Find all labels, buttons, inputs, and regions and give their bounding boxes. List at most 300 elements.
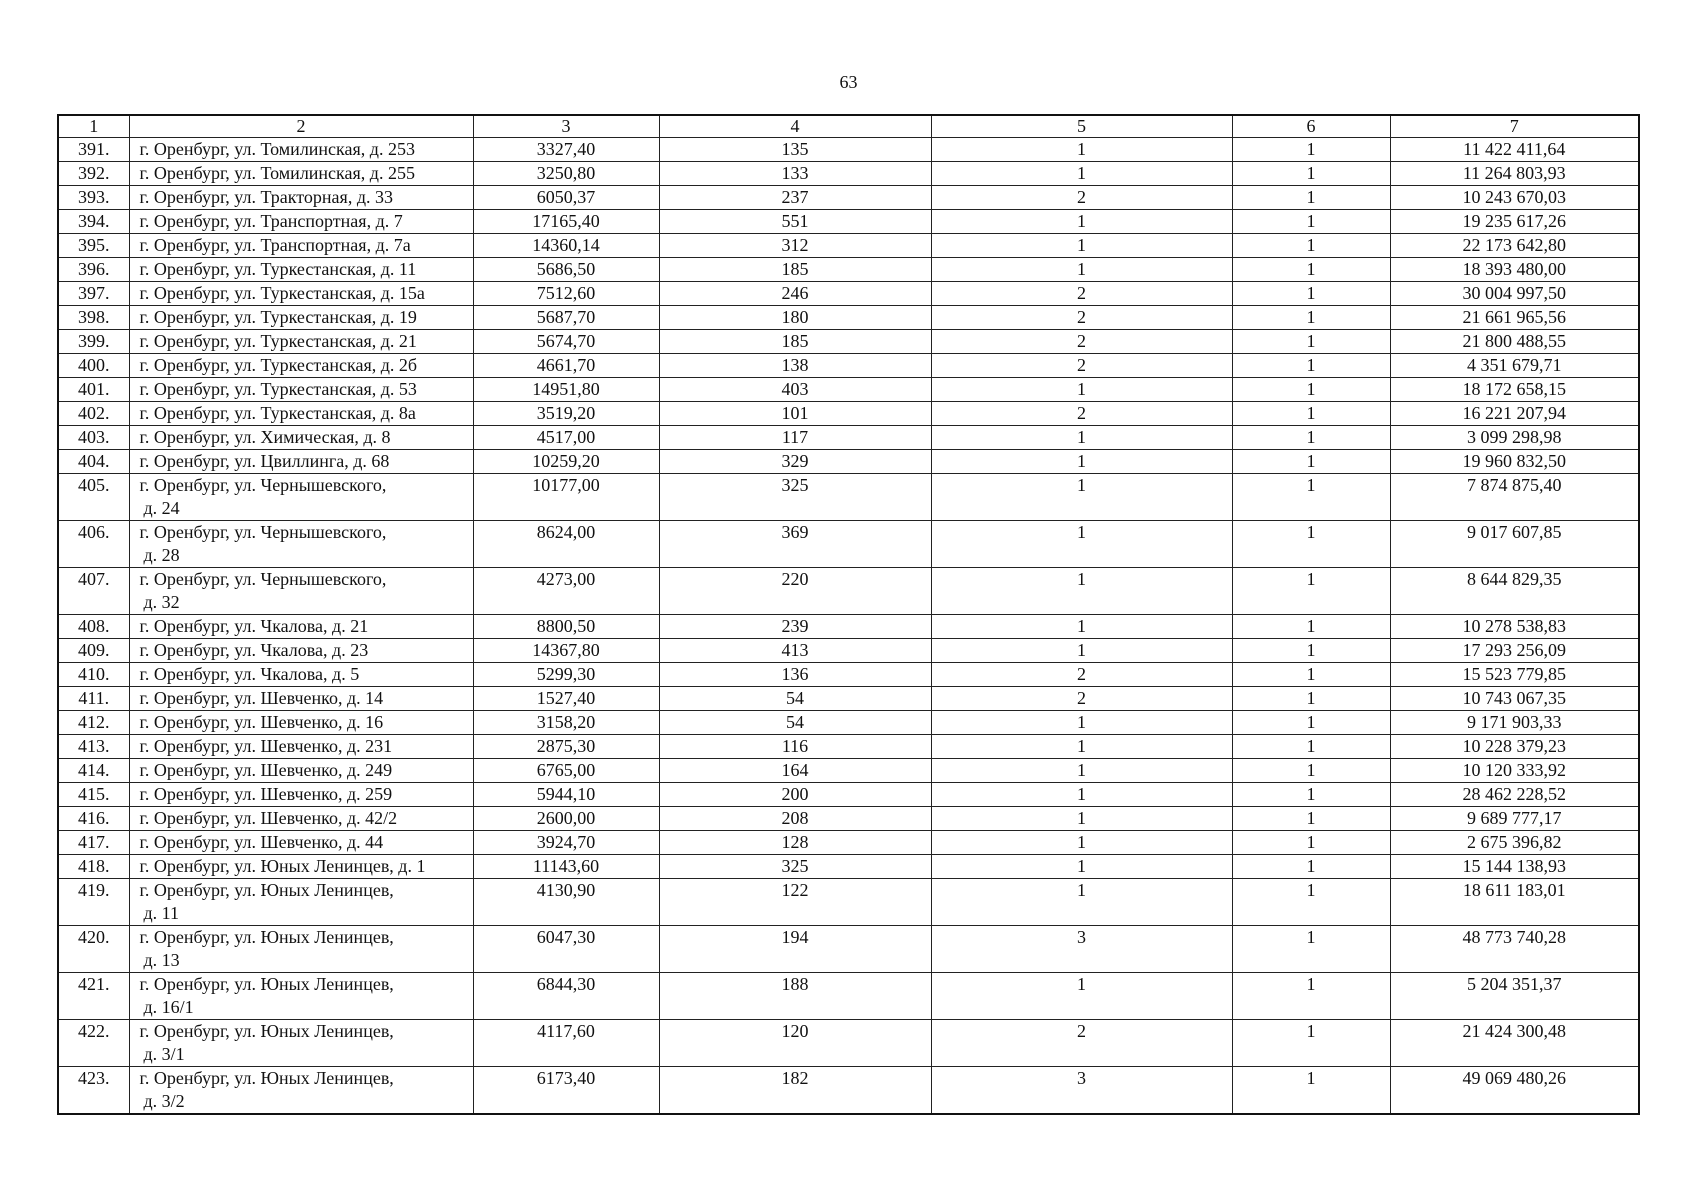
column-6-cell: 1 [1232,521,1390,568]
cost-cell: 18 393 480,00 [1390,258,1639,282]
address-cell [129,855,473,879]
column-6-cell: 1 [1232,711,1390,735]
table-body [58,138,1639,1115]
column-6-cell: 1 [1232,855,1390,879]
residents-cell: 182 [659,1067,931,1115]
table-row [58,807,1639,831]
column-5-cell: 1 [931,138,1232,162]
table-row [58,210,1639,234]
column-6-cell: 1 [1232,973,1390,1020]
residents-cell: 237 [659,186,931,210]
area-cell: 5299,30 [473,663,659,687]
address-cell [129,831,473,855]
area-cell: 6173,40 [473,1067,659,1115]
area-cell: 5944,10 [473,783,659,807]
address-cell [129,639,473,663]
table-row [58,783,1639,807]
area-cell: 11143,60 [473,855,659,879]
row-number-cell: 391. [58,138,129,162]
area-cell: 4117,60 [473,1020,659,1067]
column-6-cell: 1 [1232,210,1390,234]
address-line: г. Оренбург, ул. Шевченко, д. 231 [139,736,393,756]
column-5-cell: 2 [931,186,1232,210]
row-number-cell: 419. [58,879,129,926]
cost-cell: 22 173 642,80 [1390,234,1639,258]
residents-cell: 101 [659,402,931,426]
address-line: г. Оренбург, ул. Туркестанская, д. 19 [139,307,417,327]
address-cell [129,711,473,735]
table-row [58,521,1639,568]
address-cell [129,759,473,783]
cost-cell: 4 351 679,71 [1390,354,1639,378]
address-cell [129,378,473,402]
address-line-continued: д. 13 [143,950,180,970]
column-6-cell: 1 [1232,402,1390,426]
cost-cell: 9 171 903,33 [1390,711,1639,735]
column-5-cell: 1 [931,258,1232,282]
residents-cell: 239 [659,615,931,639]
address-line-continued: д. 32 [143,592,180,612]
address-cell [129,330,473,354]
address-line: г. Оренбург, ул. Туркестанская, д. 11 [139,259,417,279]
table-row [58,973,1639,1020]
residents-cell: 413 [659,639,931,663]
address-line: г. Оренбург, ул. Юных Ленинцев, [139,974,394,994]
header-cell: 4 [659,115,931,138]
row-number-cell: 402. [58,402,129,426]
cost-cell: 15 523 779,85 [1390,663,1639,687]
column-6-cell: 1 [1232,474,1390,521]
row-number-cell: 417. [58,831,129,855]
column-6-cell: 1 [1232,258,1390,282]
row-number-cell: 411. [58,687,129,711]
area-cell: 6765,00 [473,759,659,783]
row-number-cell: 403. [58,426,129,450]
address-line: г. Оренбург, ул. Туркестанская, д. 8а [139,403,416,423]
residents-cell: 180 [659,306,931,330]
table-row [58,234,1639,258]
table-row [58,186,1639,210]
cost-cell: 10 228 379,23 [1390,735,1639,759]
column-5-cell: 1 [931,474,1232,521]
area-cell: 1527,40 [473,687,659,711]
row-number-cell: 423. [58,1067,129,1115]
residents-cell: 325 [659,474,931,521]
address-cell [129,354,473,378]
header-row [58,115,1639,138]
address-line: г. Оренбург, ул. Юных Ленинцев, [139,1021,394,1041]
table-row [58,879,1639,926]
cost-cell: 8 644 829,35 [1390,568,1639,615]
column-5-cell: 1 [931,807,1232,831]
address-line: г. Оренбург, ул. Чернышевского, [139,522,387,542]
table-row [58,282,1639,306]
row-number-cell: 410. [58,663,129,687]
residents-cell: 208 [659,807,931,831]
row-number-cell: 415. [58,783,129,807]
cost-cell: 49 069 480,26 [1390,1067,1639,1115]
cost-cell: 19 960 832,50 [1390,450,1639,474]
address-cell [129,138,473,162]
row-number-cell: 422. [58,1020,129,1067]
address-line-continued: д. 11 [143,903,179,923]
column-6-cell: 1 [1232,1067,1390,1115]
area-cell: 17165,40 [473,210,659,234]
residents-cell: 185 [659,258,931,282]
table-row [58,926,1639,973]
column-6-cell: 1 [1232,879,1390,926]
address-cell [129,807,473,831]
address-line: г. Оренбург, ул. Туркестанская, д. 15а [139,283,425,303]
row-number-cell: 398. [58,306,129,330]
address-cell [129,1020,473,1067]
table-row [58,568,1639,615]
address-cell [129,162,473,186]
cost-cell: 10 278 538,83 [1390,615,1639,639]
address-cell [129,306,473,330]
address-cell [129,783,473,807]
row-number-cell: 399. [58,330,129,354]
column-6-cell: 1 [1232,138,1390,162]
table-row [58,711,1639,735]
address-line: г. Оренбург, ул. Химическая, д. 8 [139,427,391,447]
area-cell: 6050,37 [473,186,659,210]
cost-cell: 10 743 067,35 [1390,687,1639,711]
residents-cell: 200 [659,783,931,807]
residents-cell: 188 [659,973,931,1020]
area-cell: 6844,30 [473,973,659,1020]
column-6-cell: 1 [1232,1020,1390,1067]
header-cell: 3 [473,115,659,138]
column-6-cell: 1 [1232,282,1390,306]
area-cell: 2600,00 [473,807,659,831]
column-6-cell: 1 [1232,735,1390,759]
cost-cell: 9 689 777,17 [1390,807,1639,831]
cost-cell: 21 661 965,56 [1390,306,1639,330]
cost-cell: 11 264 803,93 [1390,162,1639,186]
page-number: 63 [839,72,858,92]
header-cell: 7 [1390,115,1639,138]
residents-cell: 551 [659,210,931,234]
residents-cell: 135 [659,138,931,162]
area-cell: 3519,20 [473,402,659,426]
cost-cell: 21 424 300,48 [1390,1020,1639,1067]
table-row [58,855,1639,879]
address-line: г. Оренбург, ул. Шевченко, д. 249 [139,760,393,780]
cost-cell: 21 800 488,55 [1390,330,1639,354]
header-cell: 1 [58,115,129,138]
column-6-cell: 1 [1232,687,1390,711]
column-5-cell: 3 [931,926,1232,973]
address-line: г. Оренбург, ул. Шевченко, д. 42/2 [139,808,398,828]
column-5-cell: 1 [931,639,1232,663]
address-cell [129,568,473,615]
column-5-cell: 1 [931,879,1232,926]
column-5-cell: 1 [931,711,1232,735]
address-cell [129,615,473,639]
cost-cell: 3 099 298,98 [1390,426,1639,450]
address-cell [129,474,473,521]
table-row [58,687,1639,711]
column-5-cell: 1 [931,426,1232,450]
table-row [58,663,1639,687]
row-number-cell: 416. [58,807,129,831]
column-5-cell: 1 [931,162,1232,186]
residents-cell: 403 [659,378,931,402]
area-cell: 3924,70 [473,831,659,855]
address-line: г. Оренбург, ул. Чернышевского, [139,569,387,589]
address-line-continued: д. 28 [143,545,180,565]
cost-cell: 5 204 351,37 [1390,973,1639,1020]
area-cell: 4130,90 [473,879,659,926]
column-6-cell: 1 [1232,162,1390,186]
column-6-cell: 1 [1232,783,1390,807]
table-row [58,735,1639,759]
area-cell: 5686,50 [473,258,659,282]
address-cell [129,735,473,759]
address-line-continued: д. 16/1 [143,997,194,1017]
residents-cell: 54 [659,687,931,711]
row-number-cell: 392. [58,162,129,186]
table-row [58,831,1639,855]
column-5-cell: 2 [931,306,1232,330]
address-cell [129,973,473,1020]
address-line: г. Оренбург, ул. Шевченко, д. 14 [139,688,384,708]
column-5-cell: 1 [931,521,1232,568]
address-line: г. Оренбург, ул. Юных Ленинцев, д. 1 [139,856,426,876]
column-6-cell: 1 [1232,450,1390,474]
address-line-continued: д. 24 [143,498,180,518]
address-cell [129,234,473,258]
residents-cell: 136 [659,663,931,687]
area-cell: 14367,80 [473,639,659,663]
address-cell [129,186,473,210]
table-row [58,615,1639,639]
address-line: г. Оренбург, ул. Туркестанская, д. 53 [139,379,417,399]
column-5-cell: 1 [931,759,1232,783]
address-line: г. Оренбург, ул. Чкалова, д. 5 [139,664,360,684]
address-line: г. Оренбург, ул. Шевченко, д. 16 [139,712,384,732]
cost-cell: 9 017 607,85 [1390,521,1639,568]
address-cell [129,1067,473,1115]
area-cell: 14360,14 [473,234,659,258]
address-line: г. Оренбург, ул. Томилинская, д. 255 [139,163,415,183]
column-5-cell: 1 [931,973,1232,1020]
column-6-cell: 1 [1232,807,1390,831]
column-6-cell: 1 [1232,639,1390,663]
area-cell: 4661,70 [473,354,659,378]
cost-cell: 18 172 658,15 [1390,378,1639,402]
column-6-cell: 1 [1232,354,1390,378]
table-row [58,306,1639,330]
table-row [58,450,1639,474]
table-row [58,759,1639,783]
table-row [58,402,1639,426]
row-number-cell: 395. [58,234,129,258]
area-cell: 5687,70 [473,306,659,330]
cost-cell: 15 144 138,93 [1390,855,1639,879]
address-line: г. Оренбург, ул. Шевченко, д. 259 [139,784,393,804]
address-cell [129,210,473,234]
address-cell [129,926,473,973]
column-6-cell: 1 [1232,234,1390,258]
residents-cell: 325 [659,855,931,879]
column-5-cell: 1 [931,831,1232,855]
address-line: г. Оренбург, ул. Чкалова, д. 21 [139,616,369,636]
row-number-cell: 413. [58,735,129,759]
column-5-cell: 1 [931,450,1232,474]
cost-cell: 11 422 411,64 [1390,138,1639,162]
column-6-cell: 1 [1232,926,1390,973]
residents-cell: 117 [659,426,931,450]
cost-cell: 48 773 740,28 [1390,926,1639,973]
column-6-cell: 1 [1232,378,1390,402]
address-line: г. Оренбург, ул. Томилинская, д. 253 [139,139,415,159]
cost-cell: 30 004 997,50 [1390,282,1639,306]
row-number-cell: 396. [58,258,129,282]
area-cell: 4273,00 [473,568,659,615]
row-number-cell: 407. [58,568,129,615]
column-6-cell: 1 [1232,306,1390,330]
column-5-cell: 2 [931,1020,1232,1067]
area-cell: 4517,00 [473,426,659,450]
column-5-cell: 3 [931,1067,1232,1115]
area-cell: 2875,30 [473,735,659,759]
row-number-cell: 421. [58,973,129,1020]
column-5-cell: 2 [931,402,1232,426]
row-number-cell: 409. [58,639,129,663]
address-line: г. Оренбург, ул. Транспортная, д. 7 [139,211,403,231]
column-5-cell: 1 [931,210,1232,234]
column-6-cell: 1 [1232,330,1390,354]
cost-cell: 10 120 333,92 [1390,759,1639,783]
address-cell [129,402,473,426]
cost-cell: 18 611 183,01 [1390,879,1639,926]
column-6-cell: 1 [1232,186,1390,210]
table-row [58,330,1639,354]
residents-cell: 329 [659,450,931,474]
column-5-cell: 2 [931,687,1232,711]
header-cell: 5 [931,115,1232,138]
row-number-cell: 393. [58,186,129,210]
residents-cell: 220 [659,568,931,615]
cost-cell: 7 874 875,40 [1390,474,1639,521]
row-number-cell: 400. [58,354,129,378]
address-line: г. Оренбург, ул. Туркестанская, д. 2б [139,355,418,375]
header-cell: 6 [1232,115,1390,138]
residents-cell: 133 [659,162,931,186]
area-cell: 10177,00 [473,474,659,521]
table-row [58,426,1639,450]
row-number-cell: 404. [58,450,129,474]
residents-cell: 369 [659,521,931,568]
area-cell: 8800,50 [473,615,659,639]
residents-cell: 54 [659,711,931,735]
residents-cell: 312 [659,234,931,258]
address-line: г. Оренбург, ул. Тракторная, д. 33 [139,187,393,207]
column-5-cell: 2 [931,282,1232,306]
column-6-cell: 1 [1232,615,1390,639]
column-5-cell: 1 [931,615,1232,639]
residents-cell: 116 [659,735,931,759]
column-6-cell: 1 [1232,831,1390,855]
address-line-continued: д. 3/2 [143,1091,185,1111]
header-cell: 2 [129,115,473,138]
row-number-cell: 406. [58,521,129,568]
area-cell: 10259,20 [473,450,659,474]
address-cell [129,663,473,687]
table-row [58,1020,1639,1067]
address-line: г. Оренбург, ул. Юных Ленинцев, [139,1068,394,1088]
address-cell [129,687,473,711]
table-row [58,258,1639,282]
row-number-cell: 414. [58,759,129,783]
column-5-cell: 1 [931,568,1232,615]
cost-cell: 16 221 207,94 [1390,402,1639,426]
address-cell [129,521,473,568]
address-line: г. Оренбург, ул. Туркестанская, д. 21 [139,331,417,351]
address-cell [129,282,473,306]
column-6-cell: 1 [1232,568,1390,615]
residents-cell: 138 [659,354,931,378]
cost-cell: 17 293 256,09 [1390,639,1639,663]
address-cell [129,450,473,474]
area-cell: 3158,20 [473,711,659,735]
cost-cell: 2 675 396,82 [1390,831,1639,855]
table-row [58,474,1639,521]
residents-cell: 128 [659,831,931,855]
column-5-cell: 2 [931,354,1232,378]
address-line: г. Оренбург, ул. Чкалова, д. 23 [139,640,369,660]
area-cell: 6047,30 [473,926,659,973]
address-cell [129,426,473,450]
area-cell: 7512,60 [473,282,659,306]
area-cell: 3327,40 [473,138,659,162]
residents-cell: 194 [659,926,931,973]
row-number-cell: 408. [58,615,129,639]
table-row [58,639,1639,663]
row-number-cell: 420. [58,926,129,973]
address-cell [129,879,473,926]
column-5-cell: 1 [931,855,1232,879]
column-6-cell: 1 [1232,663,1390,687]
cost-cell: 28 462 228,52 [1390,783,1639,807]
table-row [58,354,1639,378]
cost-cell: 10 243 670,03 [1390,186,1639,210]
residents-cell: 122 [659,879,931,926]
address-line: г. Оренбург, ул. Чернышевского, [139,475,387,495]
area-cell: 8624,00 [473,521,659,568]
address-line-continued: д. 3/1 [143,1044,185,1064]
residents-cell: 164 [659,759,931,783]
row-number-cell: 394. [58,210,129,234]
column-5-cell: 2 [931,330,1232,354]
column-5-cell: 1 [931,378,1232,402]
address-line: г. Оренбург, ул. Юных Ленинцев, [139,880,394,900]
column-6-cell: 1 [1232,759,1390,783]
row-number-cell: 418. [58,855,129,879]
residents-cell: 185 [659,330,931,354]
area-cell: 3250,80 [473,162,659,186]
column-5-cell: 1 [931,234,1232,258]
column-6-cell: 1 [1232,426,1390,450]
residents-cell: 120 [659,1020,931,1067]
area-cell: 5674,70 [473,330,659,354]
buildings-table [57,114,1640,1115]
address-line: г. Оренбург, ул. Цвиллинга, д. 68 [139,451,390,471]
address-line: г. Оренбург, ул. Транспортная, д. 7а [139,235,411,255]
area-cell: 14951,80 [473,378,659,402]
